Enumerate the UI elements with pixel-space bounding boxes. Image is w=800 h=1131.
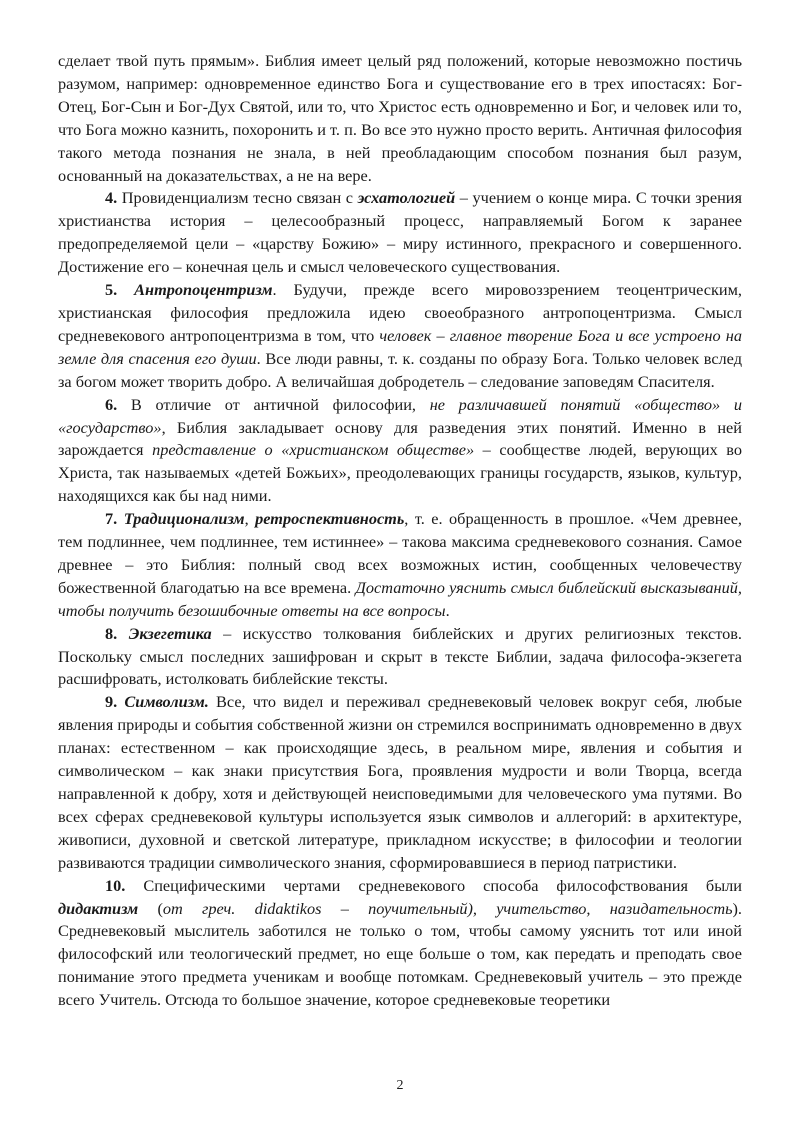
italic-run: не различавшей понятий «общество» и «государство» (58, 394, 743, 437)
text-run (117, 280, 134, 299)
term-emphasis: Экзегетика (128, 623, 212, 643)
item-number: 6. (105, 394, 118, 414)
term-emphasis: эсхатологией (357, 188, 456, 208)
term-emphasis: Антропоцентризм (134, 280, 273, 300)
text-run: Специфическими чертами средневекового способа философствования были (125, 875, 742, 895)
paragraph (58, 508, 742, 623)
italic-run: Достаточно уяснить смысл библейский высказываний, чтобы получить безошибочные ответы на все вопросы (58, 577, 742, 620)
text-run: – сообществе людей, верующих во Христа, так называемых «детей Божьих», преодолевающих границы государств, языков, культур, находящихся как бы над ними. (58, 440, 742, 506)
italic-run: от греч. didaktikos – поучительный), учительство, назидательность (162, 898, 733, 918)
term-emphasis: Символизм. (124, 692, 209, 712)
item-number: 8. (105, 623, 118, 643)
text-run: . Все люди равны, т. к. созданы по образу Бога. Только человек вслед за богом может творить добро. А величайшая добродетель – следование заповедям Спасителя. (58, 348, 742, 391)
text-run: ). Средневековый мыслитель заботился не только о том, чтобы самому уяснить тот или иной философский или теологический предмет, но еще больше о том, как передать и преподать свое понимание этого предмета ученикам и вообще потомкам. Средневековый учитель – это прежде всего Учитель. Отсюда то большое значение, которое средневековые теоретики (58, 898, 742, 1010)
text-run: ( (138, 898, 163, 918)
item-number: 5. (105, 280, 118, 300)
paragraph (58, 394, 742, 509)
italic-run: представление о «христианском обществе» (152, 440, 475, 460)
text-run: , т. е. обращенность в прошлое. «Чем древнее, тем подлиннее, чем подлиннее, тем истиннее» – такова максима средневекового сознания. Самое древнее – это Библия: полный свод всех возможных истин, сообщенных человечеству божественной благодатью на все времена. (58, 509, 742, 597)
term-emphasis: ретроспективность (255, 509, 405, 529)
text-run: Все, что видел и переживал средневековый человек вокруг себя, любые явления природы и события собственной жизни он стремился воспринимать одновременно в двух планах: естественном – как происходящие здесь, в реальном мире, явления и события и символическом – как знаки присутствия Бога, проявления мудрости и воли Творца, всегда направленной к добру, хотя и действующей неисповедимыми для человеческого ума путями. Во всех сферах средневековой культуры используется язык символов и аллегорий: в архитектуре, живописи, духовной и светской литературе, прикладном искусстве; в философии и теологии развиваются традиции символического знания, сформировавшиеся в период патристики. (58, 692, 742, 872)
italic-run: человек – главное творение Бога и все устроено на земле для спасения его души (58, 325, 742, 368)
text-run: – учением о конце мира. С точки зрения христианства история – целесообразный процесс, направляемый Богом к заранее предопределяемой цели – «царству Божию» – миру истинного, прекрасного и совершенного. Достижение его – конечная цель и смысл человеческого существования. (58, 188, 743, 277)
text-run: сделает твой путь прямым». Библия имеет целый ряд положений, которые невозможно постичь разумом, например: одновременное единство Бога и существование его в трех ипостасях: Бог-Отец, Бог-Сын и Бог-Дух Святой, или то, что Христос есть одновременно и Бог, и человек или то, что Бога можно казнить, похоронить и т. п. Во все это нужно просто верить. Античная философия такого метода познания не знала, в ней преобладающим способом познания был разум, основанный на доказательствах, а не на вере. (58, 51, 742, 185)
paragraph (58, 623, 742, 692)
item-number: 7. (105, 509, 118, 529)
text-run: , Библия закладывает основу для разведения этих понятий. Именно в ней зарождается (58, 417, 742, 460)
text-run: Провиденциализм тесно связан с (117, 188, 358, 208)
text-run: . (445, 600, 450, 620)
paragraph (58, 279, 742, 394)
item-number: 10. (105, 875, 126, 895)
page-number: 2 (396, 1078, 404, 1093)
term-emphasis: дидактизм (58, 898, 139, 918)
text-run: . Будучи, прежде всего мировоззрением теоцентрическим, христианская философия предложила идею своеобразного антропоцентризма. Смысл средневекового антропоцентризма в том, что (58, 280, 742, 345)
paragraph (58, 875, 742, 1012)
text-run: – искусство толкования библейских и других религиозных текстов. Поскольку смысл последних зашифрован и скрыт в тексте Библии, задача философа-экзегета расшифровать, истолковать библейские тексты. (58, 623, 742, 689)
item-number: 4. (105, 188, 118, 208)
document-body (58, 50, 742, 1012)
text-run: В отличие от античной философии, (117, 394, 430, 414)
text-run: , (244, 509, 256, 529)
paragraph (58, 50, 742, 187)
paragraph (58, 187, 742, 279)
paragraph (58, 691, 742, 874)
text-run (117, 624, 129, 643)
item-number: 9. (105, 692, 118, 712)
term-emphasis: Традиционализм (123, 509, 245, 529)
